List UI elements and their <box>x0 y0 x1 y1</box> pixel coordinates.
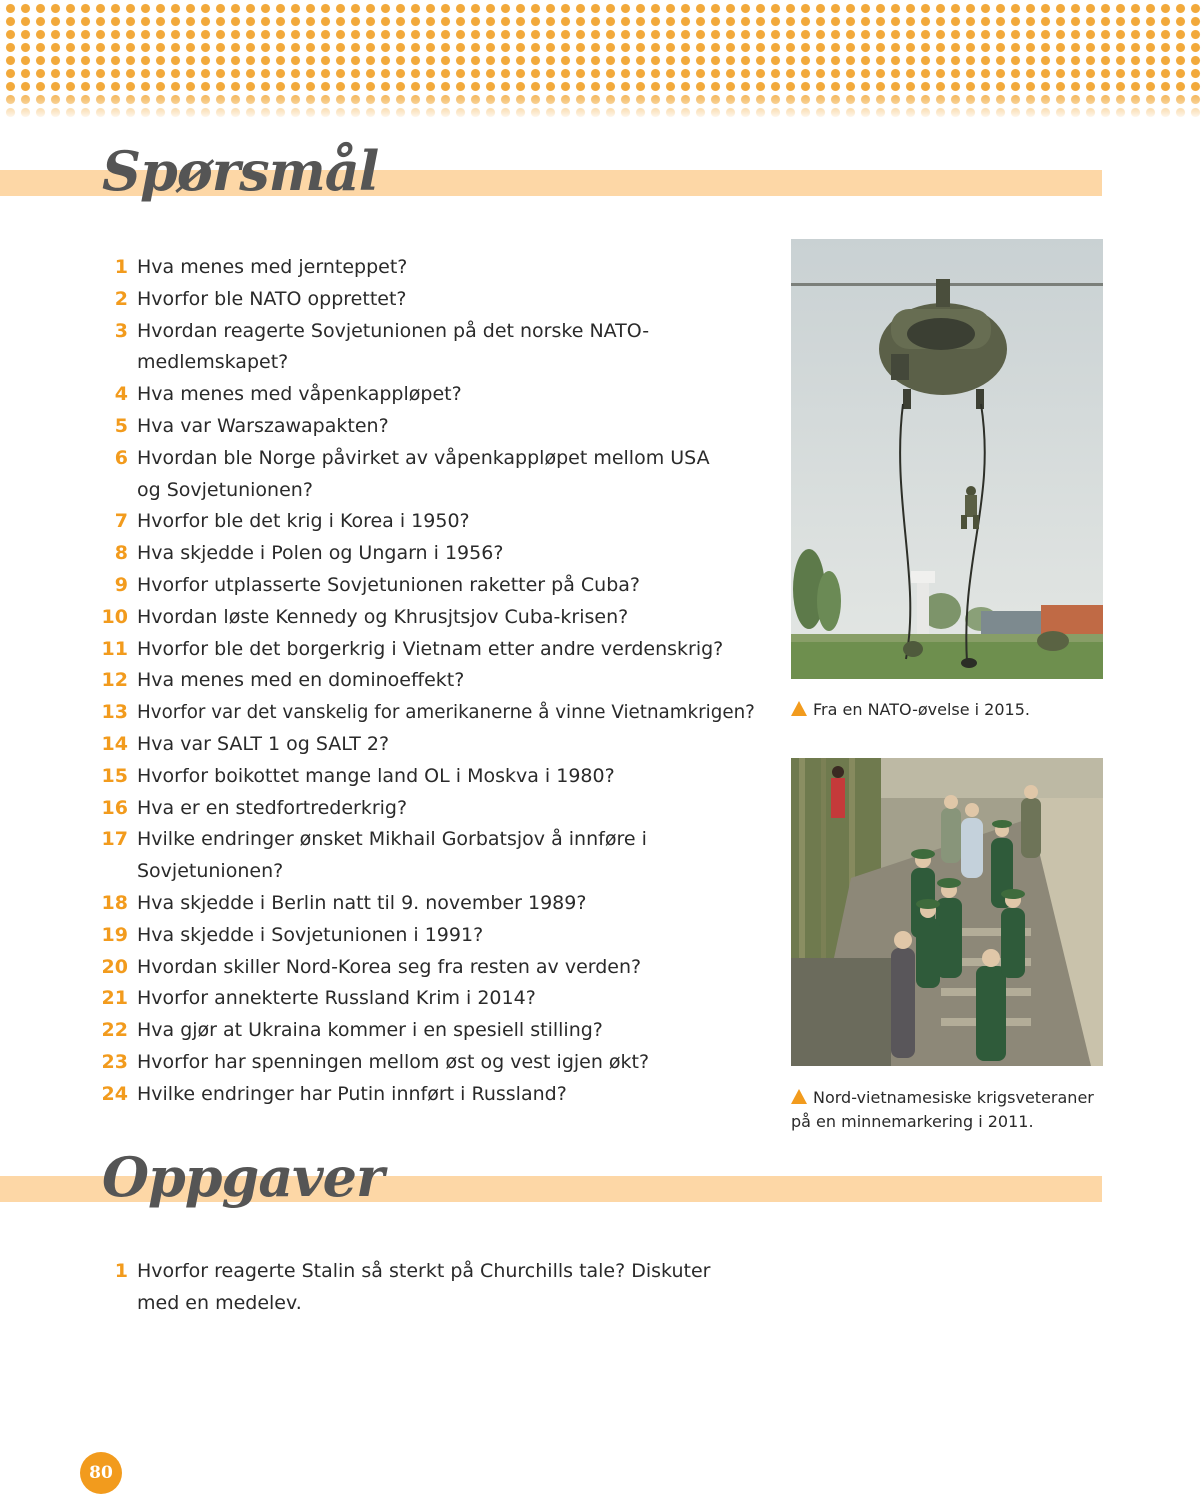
task-list <box>100 1256 770 1320</box>
question-number: 16 <box>101 796 128 819</box>
question-text: Hvorfor utplasserte Sovjetunionen raketter på Cuba? <box>137 573 640 596</box>
question-item <box>100 602 770 634</box>
question-item <box>100 284 770 316</box>
question-text: Hvorfor ble det krig i Korea i 1950? <box>137 510 470 533</box>
question-number: 12 <box>101 669 128 692</box>
question-text: Hva gjør at Ukraina kommer i en spesiell stilling? <box>137 1019 603 1042</box>
question-number: 9 <box>114 573 128 596</box>
question-item <box>100 888 770 920</box>
question-text: Hvordan skiller Nord-Korea seg fra resten av verden? <box>137 955 642 978</box>
question-item <box>100 443 770 507</box>
question-text: Hvorfor annekterte Russland Krim i 2014? <box>137 987 536 1010</box>
question-text: Hvilke endringer ønsket Mikhail Gorbatsjov å innføre i Sovjetunionen? <box>137 828 647 883</box>
question-number: 14 <box>101 732 128 755</box>
question-number: 5 <box>114 414 128 437</box>
question-text: Hvordan ble Norge påvirket av våpenkappløpet mellom USA og Sovjetunionen? <box>137 446 710 501</box>
question-number: 23 <box>101 1050 128 1073</box>
question-number: 15 <box>101 764 128 787</box>
question-number: 19 <box>101 923 128 946</box>
question-number: 20 <box>101 955 128 978</box>
question-text: Hvordan reagerte Sovjetunionen på det norske NATO-medlemskapet? <box>137 319 650 374</box>
task-item <box>100 1256 770 1320</box>
question-item <box>100 729 770 761</box>
veterans-photo <box>791 758 1103 1066</box>
question-item <box>100 952 770 984</box>
question-item <box>100 920 770 952</box>
caption-triangle-icon <box>791 1089 807 1104</box>
question-number: 6 <box>114 446 128 469</box>
question-item <box>100 634 770 666</box>
question-text: Hvorfor var det vanskelig for amerikanerne å vinne Vietnamkrigen? <box>137 702 755 724</box>
veterans-caption-text: Nord-vietnamesiske krigsveteraner på en minnemarkering i 2011. <box>791 1088 1094 1131</box>
question-text: Hva skjedde i Sovjetunionen i 1991? <box>137 923 484 946</box>
question-list <box>100 252 770 1111</box>
question-item <box>100 665 770 697</box>
question-number: 3 <box>114 319 128 342</box>
question-number: 11 <box>101 637 128 660</box>
question-text: Hvorfor ble det borgerkrig i Vietnam etter andre verdenskrig? <box>137 637 724 660</box>
question-number: 7 <box>114 510 128 533</box>
question-text: Hva var Warszawapakten? <box>137 414 389 437</box>
question-number: 1 <box>114 256 128 278</box>
task-number: 1 <box>114 1260 128 1282</box>
question-number: 2 <box>114 287 128 310</box>
question-item <box>100 1079 770 1111</box>
helicopter-caption-text: Fra en NATO-øvelse i 2015. <box>813 700 1030 719</box>
question-text: Hvorfor ble NATO opprettet? <box>137 287 407 310</box>
question-text: Hva menes med våpenkappløpet? <box>137 383 462 406</box>
helicopter-photo <box>791 239 1103 679</box>
veterans-photo-illustration <box>791 758 1103 1066</box>
question-text: Hvorfor har spenningen mellom øst og vest igjen økt? <box>137 1050 650 1073</box>
helicopter-photo-illustration <box>791 239 1103 679</box>
question-text: Hva skjedde i Polen og Ungarn i 1956? <box>137 542 504 565</box>
questions-heading: Spørsmål <box>102 139 379 203</box>
question-item <box>100 1015 770 1047</box>
question-text: Hva var SALT 1 og SALT 2? <box>137 732 390 755</box>
question-text: Hva menes med jernteppet? <box>137 256 408 278</box>
question-item <box>100 411 770 443</box>
question-item <box>100 379 770 411</box>
question-item <box>100 252 770 284</box>
question-item <box>100 1047 770 1079</box>
caption-triangle-icon <box>791 701 807 716</box>
question-text: Hva skjedde i Berlin natt til 9. november 1989? <box>137 891 587 914</box>
question-number: 18 <box>101 891 128 914</box>
question-number: 21 <box>101 987 128 1010</box>
question-number: 22 <box>101 1019 128 1042</box>
question-item <box>100 316 770 380</box>
task-text: Hvorfor reagerte Stalin så sterkt på Churchills tale? Diskuter med en medelev. <box>137 1260 711 1314</box>
question-number: 8 <box>114 542 128 565</box>
question-text: Hvorfor boikottet mange land OL i Moskva i 1980? <box>137 764 615 787</box>
question-text: Hvilke endringer har Putin innført i Russland? <box>137 1082 567 1105</box>
question-text: Hva menes med en dominoeffekt? <box>137 669 465 692</box>
question-number: 17 <box>101 828 128 851</box>
veterans-caption <box>791 1086 1111 1134</box>
page-number: 80 <box>80 1452 122 1494</box>
question-item <box>100 824 770 888</box>
question-item <box>100 570 770 602</box>
helicopter-caption <box>791 698 1111 722</box>
tasks-heading: Oppgaver <box>102 1145 384 1209</box>
question-item <box>100 793 770 825</box>
question-item <box>100 697 770 729</box>
header-fade <box>0 90 1204 120</box>
question-item <box>100 506 770 538</box>
question-number: 4 <box>114 383 128 406</box>
question-number: 10 <box>101 605 128 628</box>
question-number: 24 <box>101 1082 128 1105</box>
question-text: Hva er en stedfortrederkrig? <box>137 796 408 819</box>
question-number: 13 <box>101 701 128 724</box>
question-text: Hvordan løste Kennedy og Khrusjtsjov Cuba-krisen? <box>137 605 629 628</box>
question-item <box>100 983 770 1015</box>
question-item <box>100 761 770 793</box>
question-item <box>100 538 770 570</box>
